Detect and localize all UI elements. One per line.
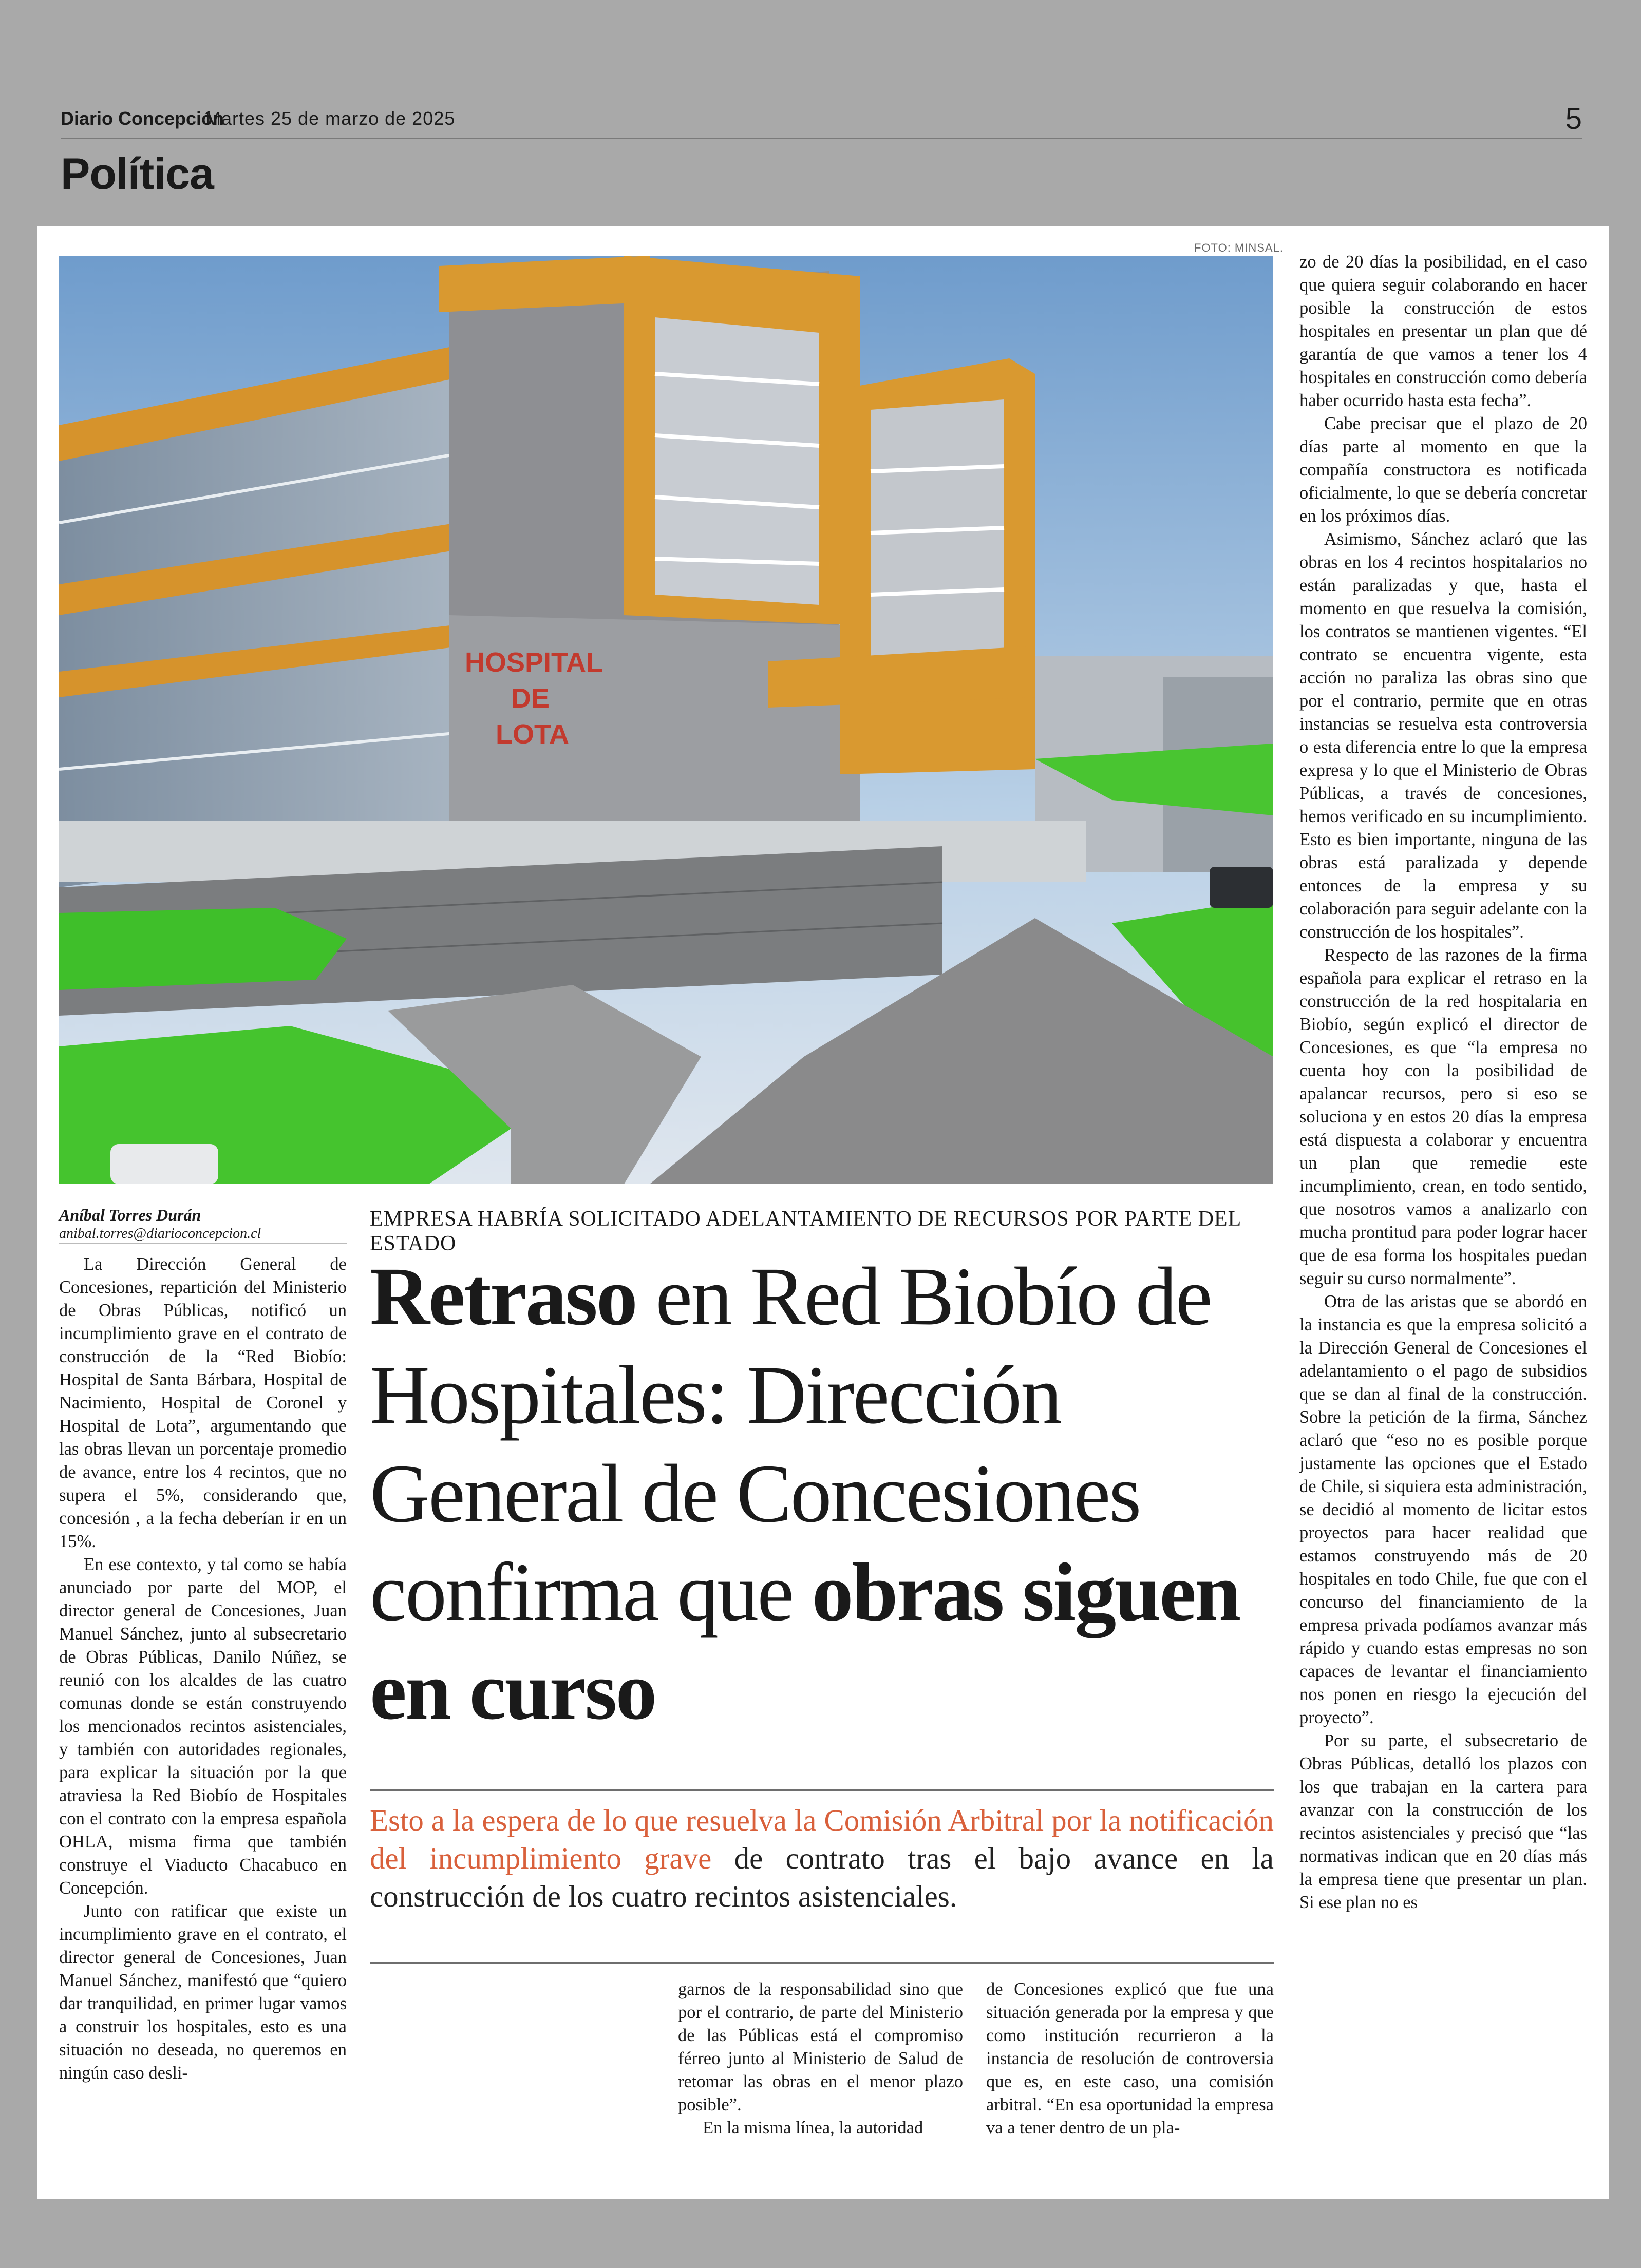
lead-text: de contrato tras el bajo avance en la construcción de los cuatro recintos asistenciales. (370, 1841, 1274, 1913)
photo-credit: FOTO: MINSAL. (1194, 241, 1284, 254)
author-email[interactable]: anibal.torres@diarioconcepcion.cl (59, 1226, 261, 1242)
hospital-rendering-photo (59, 256, 1273, 1184)
headline-bold-start: Retraso (370, 1251, 636, 1343)
headline-light: en Red Biobío de Hospitales: Dirección General de Concesiones confirma que (370, 1251, 1211, 1638)
paragraph: Asimismo, Sánchez aclaró que las obras en los 4 recintos hospitalarios no están paralizadas y que, hasta el momento en que resuelva la comisión, los contratos se mantienen vigentes. “El contrato se encuentra vigente, esta acción no paraliza las obras sino que por el contrario, permite que en otras instancias se resuelva esta controversia o esta diferencia entre lo que la empresa expresa y lo que el Ministerio de Obras Públicas, a través de concesiones, hemos verificado en su incumplimiento. Esto es bien importante, ninguna de las obras está paralizada y depende entonces de la empresa y su colaboración para seguir adelante con la construcción de los hospitales”. (1299, 529, 1587, 942)
byline-divider (59, 1243, 347, 1244)
byline (59, 1206, 347, 1242)
paragraph: zo de 20 días la posibilidad, en el caso que quiera seguir colaborando en hacer posible la construcción de estos hospitales en presentar un plan que dé garantía de que vamos a tener los 4 hospitales en construcción como debería haber ocurrido hasta esta fecha”. (1299, 252, 1587, 410)
lead-highlight: Esto a la espera de lo que resuelva la Comisión Arbitral por la notificación del incumplimiento grave (370, 1803, 1274, 1875)
paragraph: En ese contexto, y tal como se había anunciado por parte del MOP, el director general de Concesiones, Juan Manuel Sánchez, junto al subsecretario de Obras Públicas, Danilo Núñez, se reunió con los alcaldes de las cuatro comunas donde se están construyendo los mencionados recintos asistenciales, y también con autoridades regionales, para explicar la situación por la que atraviesa la Red Biobío de Hospitales con el contrato con la empresa española OHLA, misma firma que también construye el Viaducto Chacabuco en Concepción. (59, 1555, 347, 1898)
article-headline (370, 1248, 1284, 1741)
section-title: Política (61, 149, 214, 199)
paragraph: La Dirección General de Concesiones, repartición del Ministerio de Obras Públicas, notificó un incumplimiento grave en el contrato de construcción de la “Red Biobío: Hospital de Santa Bárbara, Hospital de Nacimiento, Hospital de Coronel y Hospital de Lota”, argumentando que las obras llevan un porcentaje promedio de avance, entre los 4 recintos, que no supera el 5%, considerando que, concesión , a la fecha deberían ir en un 15%. (59, 1254, 347, 1551)
newspaper-name: Diario Concepción (61, 108, 224, 129)
article-column-mid-2 (986, 1978, 1274, 2163)
issue-date: Martes 25 de marzo de 2025 (205, 108, 456, 129)
article-kicker: EMPRESA HABRÍA SOLICITADO ADELANTAMIENTO DE RECURSOS POR PARTE DEL ESTADO (370, 1207, 1241, 1255)
author-name: Aníbal Torres Durán (59, 1206, 201, 1224)
article-column-left (59, 1253, 347, 2162)
article-lead (370, 1801, 1274, 1915)
paragraph: Junto con ratificar que existe un incumplimiento grave en el contrato, el director general de Concesiones, Juan Manuel Sánchez, manifestó que “quiero dar tranquilidad, en primer lugar vamos a construir los hospitales, esto es una situación no deseada, no queremos en ningún caso desli- (59, 1901, 347, 2083)
headline-bold-end: obras siguen en curso (370, 1547, 1240, 1737)
article-column-right (1299, 251, 1587, 2166)
lead-divider-top (370, 1789, 1274, 1791)
paragraph: de Concesiones explicó que fue una situación generada por la empresa y que como institución recurrieron a la instancia de resolución de controversia que es, en este caso, una comisión arbitral. “En esa oportunidad la empresa va a tener dentro de un pla- (986, 1979, 1274, 2138)
hospital-sign-line3: LOTA (496, 719, 569, 750)
paragraph: Cabe precisar que el plazo de 20 días parte al momento en que la compañía constructora es notificada oficialmente, lo que se debería concretar en los próximos días. (1299, 414, 1587, 526)
page-number: 5 (1565, 102, 1582, 136)
paragraph: Por su parte, el subsecretario de Obras Públicas, detalló los plazos con los que trabajan en la cartera para avanzar con la construcción de los recintos asistenciales y precisó que “las normativas indican que en 20 días más la empresa tiene que presentar un plan. Si ese plan no es (1299, 1731, 1587, 1912)
lead-divider-bottom (370, 1962, 1274, 1964)
article-column-mid-1 (678, 1978, 963, 2163)
paragraph: En la misma línea, la autoridad (703, 2118, 923, 2138)
hospital-sign-line1: HOSPITAL (465, 647, 603, 678)
page-header (61, 102, 1582, 139)
hospital-sign-line2: DE (511, 683, 550, 714)
paragraph: Otra de las aristas que se abordó en la instancia es que la empresa solicitó a la Dirección General de Concesiones el adelantamiento o el pago de subsidios que se dan al final de la construcción. Sobre la petición de la firma, Sánchez aclaró que “eso no es posible porque justamente las opciones que el Estado de Chile, si siquiera esta administración, se decidió al momento de licitar estos proyectos para hacer realidad que estamos construyendo más de 20 hospitales en todo Chile, fue que con el concurso del financiamiento de la empresa privada podíamos avanzar más rápido y cuando estas empresas no son capaces de levantar el financiamiento nos ponen en riesgo la ejecución del proyecto”. (1299, 1292, 1587, 1727)
paragraph: garnos de la responsabilidad sino que por el contrario, de parte del Ministerio de las Públicas está el compromiso férreo junto al Ministerio de Salud de retomar las obras en el menor plazo posible”. (678, 1979, 963, 2114)
paragraph: Respecto de las razones de la firma española para explicar el retraso en la construcción de la red hospitalaria en Biobío, según explicó el director de Concesiones, es que “la empresa no cuenta hoy con la posibilidad de apalancar recursos, pero si eso se soluciona y en estos 20 días la empresa está dispuesta a colaborar y encuentra un plan que remedie este incumplimiento, crean, en todo sentido, que nosotros vamos a analizarlo con mucha prontitud para poder lograr hacer que de esa forma los hospitales puedan seguir su curso normalmente”. (1299, 945, 1587, 1288)
